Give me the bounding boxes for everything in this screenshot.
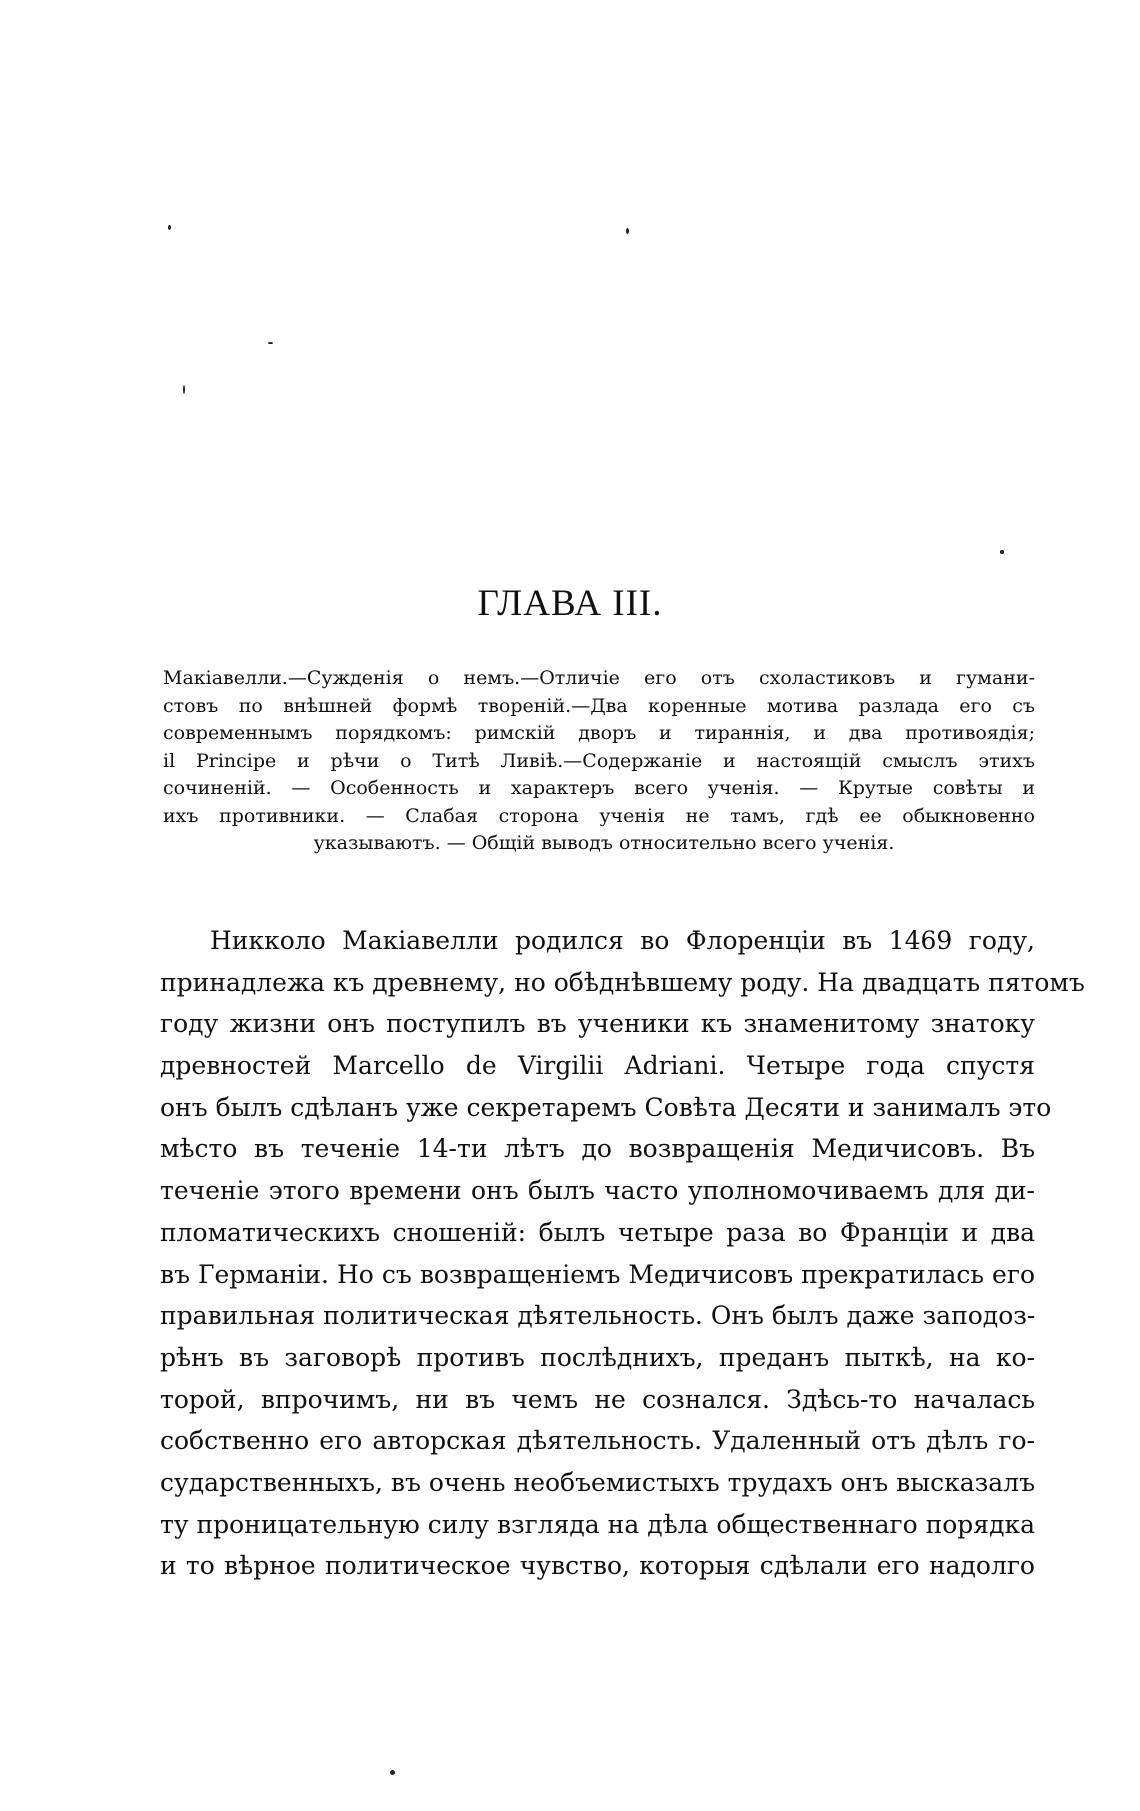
chapter-heading: ГЛАВА III. [477, 583, 663, 624]
speck-2 [626, 228, 629, 234]
body-line: торой, впрочимъ, ни въ чемъ не сознался. Здѣсь-то началась [160, 1384, 1035, 1414]
body-line: году жизни онъ поступилъ въ ученики къ знаменитому знатоку [160, 1009, 1035, 1039]
speck-5 [1000, 550, 1004, 554]
body-line: мѣсто въ теченіе 14-ти лѣтъ до возвращенія Медичисовъ. Въ [160, 1134, 1035, 1164]
speck-4 [183, 385, 185, 394]
body-text [160, 920, 1085, 1587]
body-line: и то вѣрное политическое чувство, которыя сдѣлали его надолго [160, 1551, 1035, 1581]
summary-line: Макіавелли.—Сужденія о немъ.—Отличіе его отъ схоластиковъ и гумани- [163, 667, 1035, 689]
summary-line: стовъ по внѣшней формѣ твореній.—Два коренные мотива разлада его съ [163, 694, 1035, 717]
body-line: собственно его авторская дѣятельность. Удаленный отъ дѣлъ го- [160, 1426, 1035, 1456]
summary-line: сочиненій. — Особенность и характеръ всего ученія. — Крутые совѣты и [163, 777, 1035, 799]
body-line: теченіе этого времени онъ былъ часто уполномочиваемъ для ди- [160, 1176, 1035, 1206]
body-line: пломатическихъ сношеній: былъ четыре раза во Франціи и два [160, 1217, 1035, 1247]
summary-line: современнымъ порядкомъ: римскій дворъ и тираннія, и два противоядія; [163, 722, 1035, 744]
body-line: рѣнъ въ заговорѣ противъ послѣднихъ, преданъ пыткѣ, на ко- [160, 1342, 1035, 1372]
speck-1 [168, 225, 171, 230]
body-line: ту проницательную силу взгляда на дѣла общественнаго порядка [160, 1509, 1035, 1539]
body-line: въ Германіи. Но съ возвращеніемъ Медичисовъ прекратилась его [160, 1259, 1035, 1289]
chapter-summary [163, 665, 1035, 858]
body-line: Никколо Макіавелли родился во Флоренціи въ 1469 году, [210, 926, 1035, 955]
body-line: онъ былъ сдѣланъ уже секретаремъ Совѣта Десяти и занималъ это [160, 1092, 1052, 1122]
body-line: древностей Marcello de Virgilii Adriani. Четыре года спустя [160, 1051, 1035, 1081]
speck-3 [268, 342, 273, 344]
body-line: сударственныхъ, въ очень необъемистыхъ трудахъ онъ высказалъ [160, 1467, 1035, 1497]
summary-line: il Principe и рѣчи о Титѣ Ливіѣ.—Содержаніе и настоящій смыслъ этихъ [163, 749, 1035, 772]
summary-line: указываютъ. — Общій выводъ относительно всего ученія. [313, 832, 895, 854]
summary-line: ихъ противники. — Слабая сторона ученія не тамъ, гдѣ ее обыкновенно [163, 804, 1035, 827]
body-line: правильная политическая дѣятельность. Онъ былъ даже заподоз- [160, 1301, 1036, 1331]
body-line: принадлежа къ древнему, но обѣднѣвшему роду. На двадцать пятомъ [160, 967, 1085, 997]
speck-6 [390, 1770, 395, 1775]
